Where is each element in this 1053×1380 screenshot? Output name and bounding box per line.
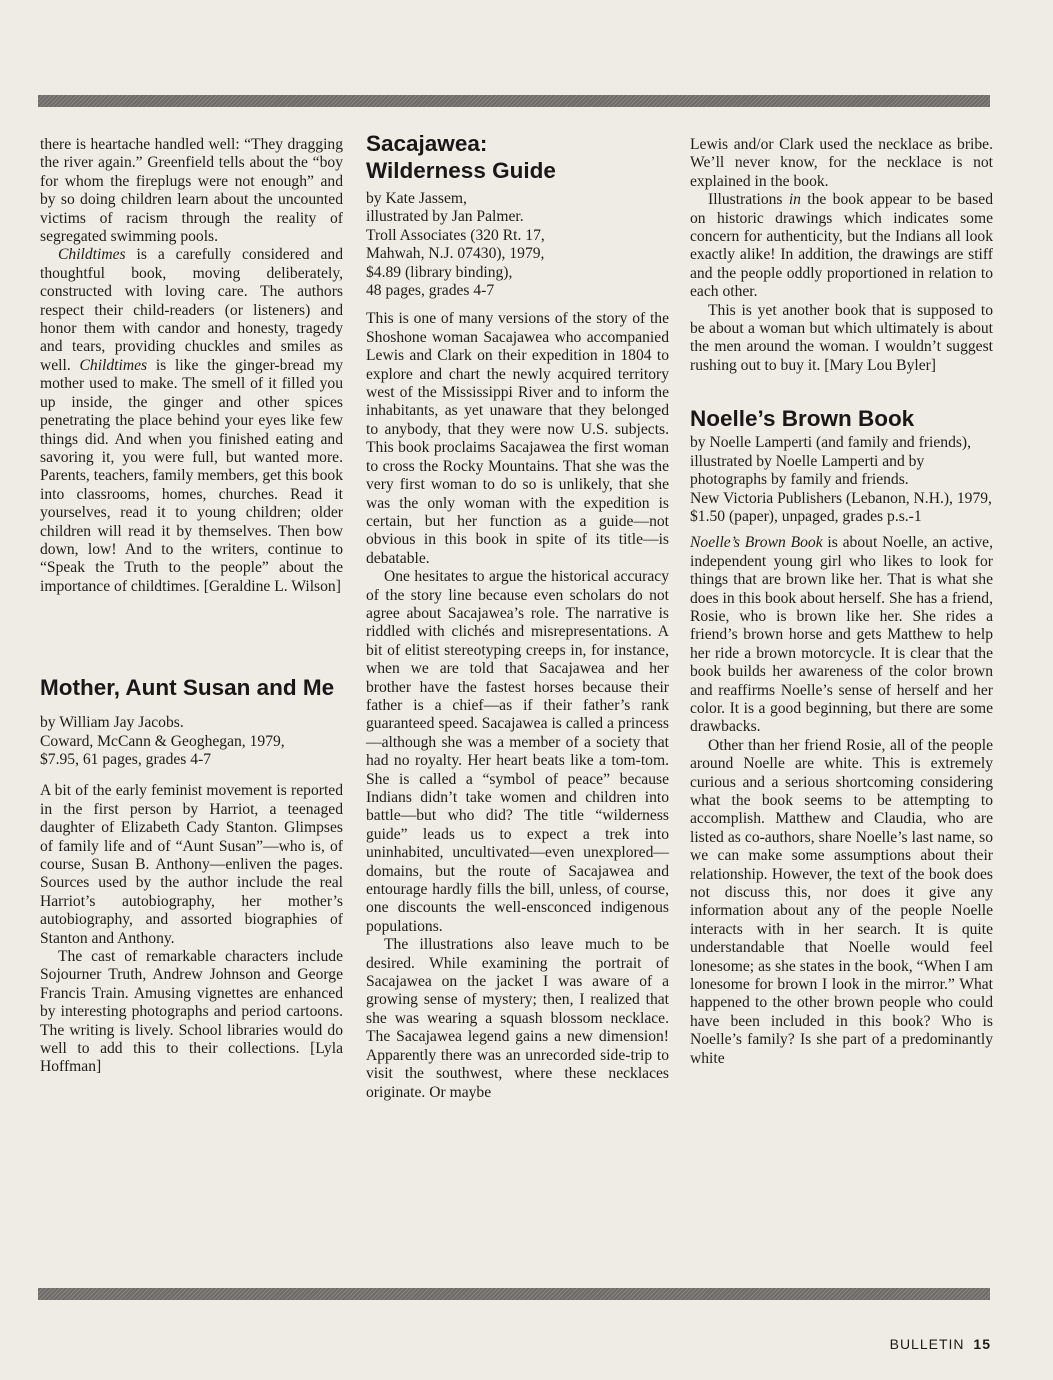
column-left bbox=[40, 136, 343, 1077]
bib-line: illustrated by Jan Palmer. bbox=[366, 208, 524, 226]
review-heading-mother-aunt-susan: Mother, Aunt Susan and Me bbox=[40, 675, 335, 701]
heading-line: Wilderness Guide bbox=[366, 158, 556, 183]
paragraph bbox=[690, 191, 993, 301]
bib-line: illustrated by Noelle Lamperti and by photographs by family and friends. bbox=[690, 452, 925, 489]
column-right bbox=[690, 136, 993, 1068]
paragraph: This is one of many versions of the story of the Shoshone woman Sacajawea who accompanied Lewis and Clark on their expedition in 1804 to explore and chart the newly acquired territory west of the Mississippi River and to inform the inhabitants, as yet unaware that they belonged to anybody, that they were now U.S. subjects. This book proclaims Sacajawea the first woman to cross the Rocky Mountains. That she was the very first woman to do so is unlikely, that she was the only woman with the expedition is certain, but her function as a guide—not obvious in this book in spite of its title—is debatable. bbox=[366, 310, 669, 567]
publication-name: BULLETIN bbox=[889, 1336, 965, 1352]
text-run: is about Noelle, an active, independent young girl who likes to look for things that are brown like her. That is what she does in this book about herself. She has a friend, Rosie, who is brown like her. She rides a friend’s brown horse and gets Matthew to help her ride a brown motorcycle. It is clear that the book builds her awareness of the color brown and reaffirms Noelle’s sense of herself and her color. It is a good beginning, but there are some drawbacks. bbox=[690, 534, 993, 736]
page-footer bbox=[890, 1336, 991, 1352]
column-middle bbox=[366, 131, 669, 1102]
review-heading-noelles-brown-book: Noelle’s Brown Book bbox=[690, 406, 915, 432]
bottom-decorative-rule bbox=[38, 1288, 990, 1300]
paragraph: Lewis and/or Clark used the necklace as bribe. We’ll never know, for the necklace is not explained in the book. bbox=[690, 136, 993, 190]
bib-line: $1.50 (paper), unpaged, grades p.s.-1 bbox=[690, 507, 922, 525]
top-decorative-rule bbox=[38, 95, 990, 107]
paragraph: This is yet another book that is supposed to be about a woman but which ultimately is about the men around the woman. I wouldn’t suggest rushing out to buy it. [Mary Lou Byler] bbox=[690, 301, 993, 374]
text-run: is a carefully considered and thoughtful book, moving deliberately, constructed with loving care. The authors respect their child-readers (or listeners) and honor them with candor and honesty, tragedy and tears, providing chuckles and smiles as well. bbox=[40, 246, 343, 374]
paragraph: The illustrations also leave much to be desired. While examining the portrait of Sacajawea on the jacket I was aware of a growing sense of mystery; then, I realized that she was wearing a squash blossom necklace. The Sacajawea legend gains a new dimension! Apparently there was an unrecorded side-trip to visit the southwest, where these necklaces originate. Or maybe bbox=[366, 936, 669, 1101]
book-title-italic: Childtimes bbox=[58, 246, 126, 264]
heading-line: Sacajawea: bbox=[366, 131, 488, 156]
bibliographic-info bbox=[690, 434, 993, 526]
bib-line: 48 pages, grades 4-7 bbox=[366, 282, 495, 300]
book-title-italic: Childtimes bbox=[79, 356, 148, 374]
bib-line: by William Jay Jacobs. bbox=[40, 714, 184, 732]
paragraph: A bit of the early feminist movement is reported in the first person by Harriot, a teenaged daughter of Elizabeth Cady Stanton. Glimpses of family life and of “Aunt Susan”—who is, of course, Susan B. Anthony—enliven the pages. Sources used by the author include the real Harriot’s autobiography, her mother’s autobiography, and assorted biographies of Stanton and Anthony. bbox=[40, 782, 343, 947]
italic-word: in bbox=[788, 191, 801, 209]
paragraph: One hesitates to argue the historical accuracy of the story line because even scholars do not agree about Sacajawea’s role. The narrative is riddled with clichés and misrepresentations. A bit of elitist stereotyping creeps in, for instance, when we are told that Sacajawea and her brother have the fastest horses because their father is a chief—as if their father’s rank guaranteed speed. Sacajawea is called a princess—although she was a member of a society that had no royalty. Her heart beats like a tom-tom. She is called a “symbol of peace” because Indians didn’t take women and children into battle—but who did? The title “wilderness guide” leads us to expect a trek into uninhabited, uncultivated—even unexplored—domains, but the route of Sacajawea and entourage hardly fills the bill, unless, of course, one discounts the well-ensconced indigenous populations. bbox=[366, 568, 669, 935]
bibliographic-info bbox=[40, 714, 343, 769]
review-heading-sacajawea bbox=[366, 130, 669, 184]
paragraph: The cast of remarkable characters include Sojourner Truth, Andrew Johnson and George Francis Train. Amusing vignettes are enhanced by interesting photographs and period cartoons. The writing is lively. School libraries would do well to add this to their collections. [Lyla Hoffman] bbox=[40, 948, 343, 1076]
bib-line: by Kate Jassem, bbox=[366, 190, 467, 207]
bib-line: $7.95, 61 pages, grades 4-7 bbox=[40, 750, 212, 768]
bib-line: Troll Associates (320 Rt. 17, bbox=[366, 226, 545, 244]
text-run: the book appear to be based on historic drawings which indicates some concern for authenticity, but the Indians all look exactly alike! In addition, the drawings are stiff and the people oddly proportioned in relation to each other. bbox=[690, 191, 994, 301]
paragraph bbox=[40, 246, 343, 596]
book-title-italic: Noelle’s Brown Book bbox=[690, 534, 823, 552]
paragraph bbox=[690, 534, 993, 736]
bibliographic-info bbox=[366, 190, 669, 300]
text-run: Illustrations bbox=[708, 191, 789, 209]
bib-line: New Victoria Publishers (Lebanon, N.H.), 1979, bbox=[690, 489, 992, 507]
paragraph: Other than her friend Rosie, all of the people around Noelle are white. This is extremely curious and a serious shortcoming considering what the book seems to be attempting to accomplish. Matthew and Claudia, who are listed as co-authors, share Noelle’s last name, so we can make some assumptions about their relationship. However, the text of the book does not discuss this, nor does it give any information about any of the people Noelle interacts with in her search. It is quite understandable that Noelle would feel lonesome; as she states in the book, “When I am lonesome for brown I look in the mirror.” What happened to the other brown people who could have been included in this book? Who is Noelle’s family? Is she part of a predominantly white bbox=[690, 736, 993, 1067]
page-number: 15 bbox=[973, 1336, 991, 1352]
text-run: is like the ginger-bread my mother used to make. The smell of it filled you up inside, the ginger and other spices penetrating the place behind your eyes like few things did. And when you finished eating and savoring it, you were full, but wanted more. Parents, teachers, family members, get this book into classrooms, homes, churches. Read it yourselves, read it to young children; older children will read it by themselves. Then bow down, low! And to the writers, continue to “Speak the Truth to the people” about the importance of childtimes. [Geraldine L. Wilson] bbox=[40, 356, 343, 595]
bib-line: Coward, McCann & Geoghegan, 1979, bbox=[40, 732, 285, 750]
bib-line: Mahwah, N.J. 07430), 1979, bbox=[366, 245, 545, 263]
paragraph: there is heartache handled well: “They dragging the river again.” Greenfield tells about the “boy for whom the fireplugs were not enough” and by so doing children learn about the uncounted victims of racism through the reality of segregated swimming pools. bbox=[40, 136, 343, 246]
bib-line: by Noelle Lamperti (and family and friends), bbox=[690, 434, 972, 452]
bib-line: $4.89 (library binding), bbox=[366, 263, 513, 281]
